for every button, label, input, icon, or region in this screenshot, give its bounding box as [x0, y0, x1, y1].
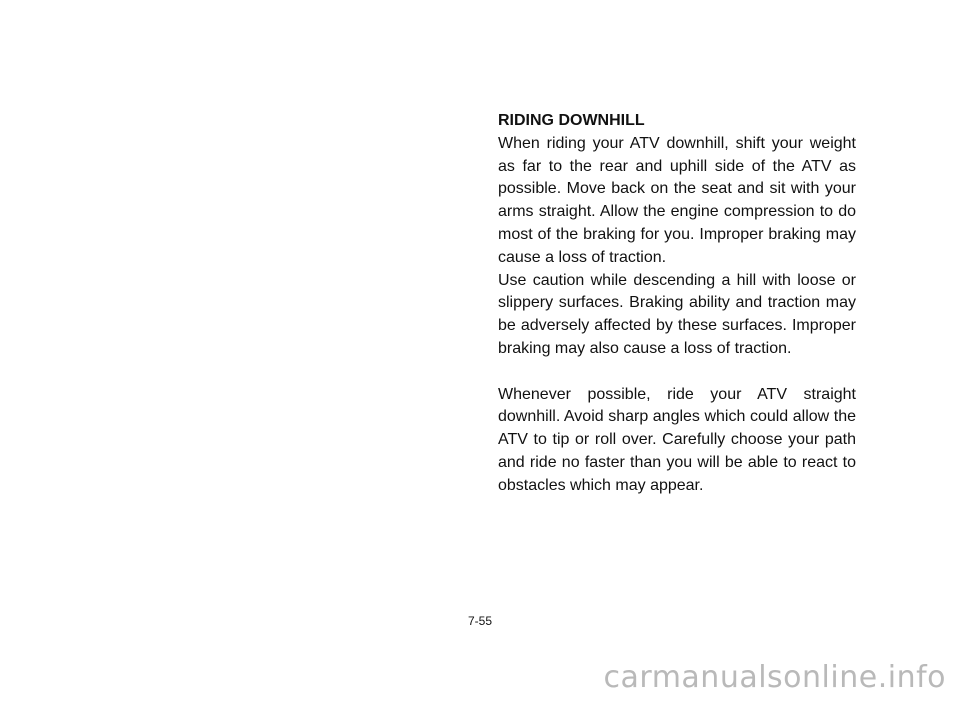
page-number: 7-55	[467, 614, 493, 628]
paragraph-spacer	[498, 361, 856, 384]
paragraph-body-loose-surfaces: Use caution while descending a hill with loose or slippery surfaces. Braking ability and traction may be adversely affected by these surfaces. Improper braking may also cause a loss of traction.	[498, 271, 856, 357]
paragraph-body-straight-downhill: Whenever possible, ride your ATV straight downhill. Avoid sharp angles which could allow the ATV to tip or roll over. Carefully choose your path and ride no faster than you will be able to react to obstacles which may appear.	[498, 385, 856, 494]
section-heading: RIDING DOWNHILL	[498, 112, 645, 129]
watermark-text: carmanualsonline.info	[603, 660, 946, 695]
paragraph-body-weight-position: When riding your ATV downhill, shift your weight as far to the rear and uphill side of the ATV as possible. Move back on the seat and sit with your arms straight. Allow the engine compression to do most of the braking for you. Improper braking may cause a loss of traction.	[498, 134, 856, 266]
text-column	[498, 110, 856, 498]
